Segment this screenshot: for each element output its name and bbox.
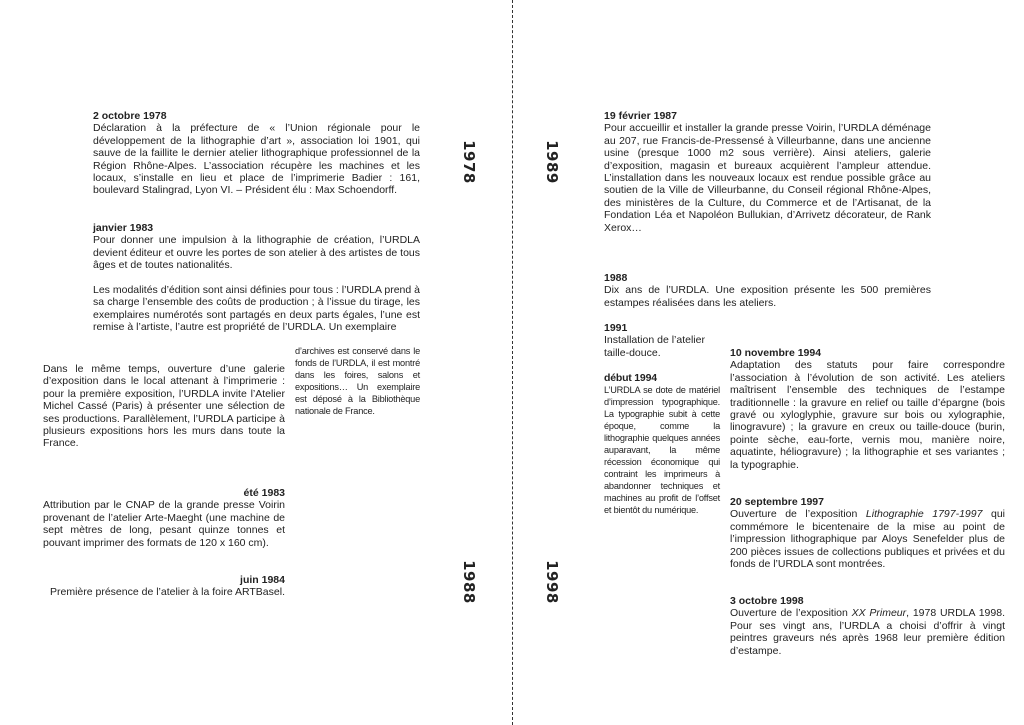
- entry-text: Pour donner une impulsion à la lithographie de création, l’URDLA devient éditeur et ouvre les portes de son atelier à des artistes de tous âges et de toutes nationalités.: [93, 234, 420, 272]
- entry-text: [730, 607, 1005, 657]
- entry-early-1994: [604, 372, 720, 516]
- entry-jan-1983: [93, 222, 420, 272]
- entry-oct-1998: [730, 595, 1005, 657]
- entry-edition-terms-continued: [295, 345, 420, 417]
- entry-date: début 1994: [604, 372, 657, 384]
- entry-text: L’URDLA se dote de matériel d’impression typographique. La typographie subit à cette époque, comme la lithographie quelques années auparavant, la même récession économique qui contraint les imprimeurs à abandonner techniques et machines au profit de l’offset et bientôt du numérique.: [604, 385, 720, 515]
- entry-oct-1978: [93, 110, 420, 197]
- center-fold-divider: [512, 0, 513, 725]
- entry-date: 1988: [604, 272, 628, 284]
- year-marker-1998: 1998: [542, 560, 561, 604]
- entry-text: Dix ans de l’URDLA. Une exposition présente les 500 premières estampes réalisées dans les ateliers.: [604, 284, 931, 309]
- entry-date: 2 octobre 1978: [93, 110, 167, 122]
- entry-text: [730, 508, 1005, 570]
- entry-feb-1987: [604, 110, 931, 234]
- entry-date: 20 septembre 1997: [730, 496, 824, 508]
- entry-text: Pour accueillir et installer la grande presse Voirin, l’URDLA déménage au 207, rue Francis-de-Pressensé à Villeurbanne, dans une ancienne usine (presque 1000 m2 sous verrière). Ainsi ateliers, galerie d’exposition, magasin et bureaux acquièrent l’ampleur attendue. L’installation dans les nouveaux locaux est rendue possible grâce au soutien de la Ville de Villeurbanne, du Conseil régional Rhône-Alpes, des ministères de la Culture, du Commerce et de l’Artisanat, de la Fondation Léa et Napoléon Bullukian, d’Arrivetz décorateur, de Rank Xerox…: [604, 122, 931, 234]
- entry-date: 1991: [604, 322, 628, 334]
- year-marker-1989: 1989: [542, 140, 561, 184]
- entry-date: été 1983: [243, 487, 285, 499]
- entry-1988: [604, 272, 931, 309]
- entry-text-part: Ouverture de l’exposition: [730, 508, 866, 521]
- entry-date: 19 février 1987: [604, 110, 677, 122]
- entry-date: 10 novembre 1994: [730, 347, 822, 359]
- entry-text: Dans le même temps, ouverture d’une galerie d’exposition dans le local attenant à l’imprimerie : pour la première exposition, l’URDLA invite l’Atelier Michel Cassé (Paris) à présenter une sélection de ses productions. Parallèlement, l’URDLA participe à plusieurs expositions hors les murs dans toute la France.: [43, 363, 285, 450]
- entry-text: Installation de l’atelier taille-douce.: [604, 334, 705, 359]
- entry-june-1984: [43, 574, 285, 599]
- entry-text: d’archives est conservé dans le fonds de l’URDLA, il est montré dans les foires, salons et expositions… Un exemplaire est déposé à la Bibliothèque nationale de France.: [295, 346, 420, 416]
- exhibition-title: Lithographie 1797-1997: [865, 508, 983, 521]
- entry-date: janvier 1983: [93, 222, 154, 234]
- entry-text: Attribution par le CNAP de la grande presse Voirin provenant de l’atelier Arte-Maeght (une machine de sept mètres de long, pesant quinze tonnes et pouvant imprimer des formats de 120 x 160 cm).: [43, 499, 285, 549]
- entry-text: Déclaration à la préfecture de « l’Union régionale pour le développement de la lithographie d’art », association loi 1901, qui sauve de la faillite le dernier atelier lithographique professionnel de la Région Rhône-Alpes. L’association récupère les machines et les locaux, s’installe en lieu et place de l’imprimerie Badier : 161, boulevard Stalingrad, Lyon VI. – Président élu : Max Schoendorff.: [93, 122, 420, 197]
- entry-text: Les modalités d’édition sont ainsi définies pour tous : l’URDLA prend à sa charge l’ensemble des coûts de production ; à l’issue du tirage, les exemplaires numérotés sont partagés en deux parts égales, l’une est remise à l’artiste, l’autre est propriété de l’URDLA. Un exemplaire: [93, 284, 420, 334]
- year-marker-1978: 1978: [459, 140, 478, 184]
- entry-sep-1997: [730, 496, 1005, 570]
- entry-date: 3 octobre 1998: [730, 595, 804, 607]
- entry-date: juin 1984: [240, 574, 285, 586]
- entry-text: Adaptation des statuts pour faire correspondre l’association à l’évolution de son activité. Les ateliers maîtrisent l’ensemble des techniques de l’estampe traditionnelle : la gravure en relief ou taille d’épargne (bois gravé ou xyloglyphie, gravure sur bois ou xylographie, linogravure) ; la gravure en creux ou taille-douce (burin, pointe sèche, eau-forte, vernis mou, manière noire, aquatinte, héliogravure) ; la lithographie et ses variantes ; la typographie.: [730, 359, 1005, 471]
- exhibition-title: XX Primeur: [851, 607, 907, 620]
- entry-nov-1994: [730, 347, 1005, 471]
- entry-1991: [604, 322, 722, 359]
- entry-edition-terms: [93, 284, 420, 334]
- year-marker-1988: 1988: [459, 560, 478, 604]
- entry-text: Première présence de l’atelier à la foire ARTBasel.: [49, 586, 285, 599]
- entry-text-part: , 1978 URDLA 1998. Pour ses vingt ans, l’URDLA a choisi d’offrir à vingt peintres graveurs nés après 1968 leur première édition d’estampe.: [730, 607, 1005, 657]
- entry-gallery-opening: [43, 363, 285, 450]
- entry-summer-1983: [43, 487, 285, 549]
- entry-text-part: qui commémore le bicentenaire de la mise au point de l’impression lithographique par Aloys Senefelder plus de 200 pièces issues de collections publiques et privées et du fonds de l’URDLA sont montrées.: [730, 508, 1005, 571]
- entry-text-part: Ouverture de l’exposition: [730, 607, 852, 620]
